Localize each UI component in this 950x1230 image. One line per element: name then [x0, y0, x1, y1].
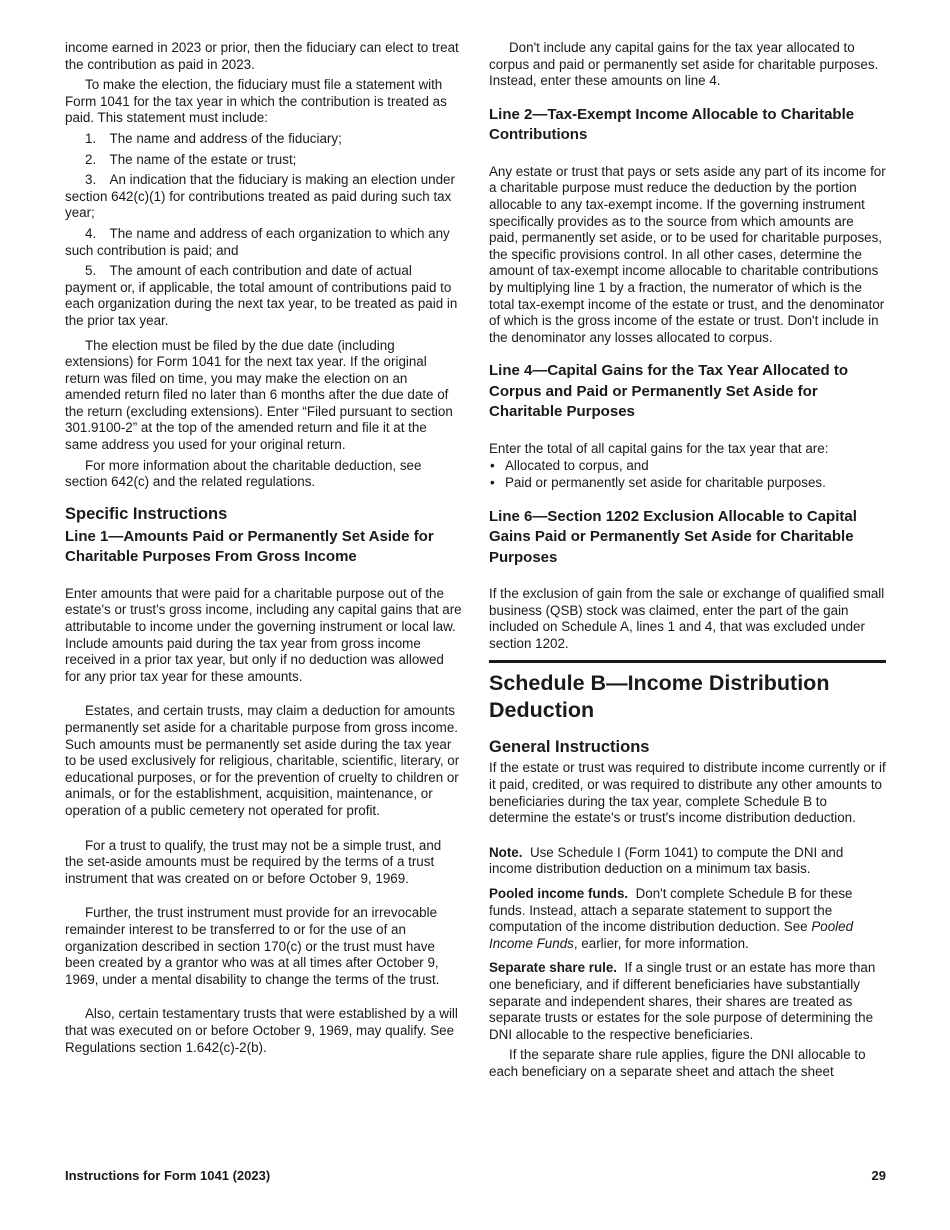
paragraph: Estates, and certain trusts, may claim a deduction for amounts permanently set aside for a charitable purpose from gross income. Such amounts must be permanently set aside during the tax year to be used exclusively for religious, charitable, scientific, literary, or educational purposes, or for the prevention of cruelty to children or animals, or for the establishment, acquisition, maintenance, or operation of a public cemetery not operated for profit.: [65, 703, 460, 818]
paragraph: The election must be filed by the due date (including extensions) for Form 1041 for the next tax year. If the original return was filed on time, you may make the election on an amended return filed no later than 6 months after the due date of the return (excluding extensions). Enter “Filed pursuant to section 301.9100-2” at the top of the amended return and file it at the same address you used for your original return.: [65, 337, 453, 453]
right-column: [489, 40, 886, 1081]
separate-share-paragraph: [489, 960, 886, 1043]
paragraph: If the exclusion of gain from the sale or exchange of qualified small business (QSB) stock was claimed, enter the part of the gain included on Schedule A, lines 1 and 4, that was excluded under section 1202.: [489, 586, 885, 651]
paragraph: Any estate or trust that pays or sets aside any part of its income for a charitable purpose must reduce the deduction by the portion allocable to any tax-exempt income. If the governing instrument specifically provides as to the source from which amounts are paid, permanently set aside, or to be used for charitable purposes, the specific provisions control. In all other cases, determine the amount of tax-exempt income allocable to charitable contributions by multiplying line 1 by a fraction, the numerator of which is the total tax-exempt income of the estate or trust, and the denominator of which is the gross income of the estate or trust. Don't include in the denominator any losses allocated to corpus.: [489, 163, 886, 345]
list-item: [489, 475, 886, 492]
bullet-icon: •: [490, 458, 495, 474]
separate-share-label: Separate share rule.: [489, 960, 618, 976]
paragraph: income earned in 2023 or prior, then the fiduciary can elect to treat the contribution as paid in 2023.: [65, 40, 459, 72]
left-column: [65, 40, 462, 1056]
line-heading: Line 4—Capital Gains for the Tax Year Allocated to Corpus and Paid or Permanently Set Aside for Charitable Purposes: [489, 362, 848, 421]
pooled-text-end: , earlier, for more information.: [573, 935, 749, 951]
schedule-divider: [489, 660, 886, 724]
paragraph: To make the election, the fiduciary must file a statement with Form 1041 for the tax year in which the contribution is treated as paid. This statement must include:: [65, 77, 447, 126]
footer-title: Instructions for Form 1041 (2023): [65, 1168, 271, 1183]
line-heading: Line 6—Section 1202 Exclusion Allocable to Capital Gains Paid or Permanently Set Aside for Charitable Purposes: [489, 507, 857, 566]
paragraph: For more information about the charitable deduction, see section 642(c) and the related regulations.: [65, 457, 422, 490]
list-item-text: Paid or permanently set aside for charitable purposes.: [505, 475, 826, 490]
list-item: 2. The name of the estate or trust;: [85, 151, 297, 167]
list-item: 5. The amount of each contribution and date of actual payment or, if applicable, the total amount of contributions paid to each organization during the next tax year, to be treated as paid in the prior tax year.: [65, 263, 458, 328]
schedule-heading: Schedule B—Income Distribution Deduction: [489, 671, 830, 723]
list-item: 1. The name and address of the fiduciary;: [85, 130, 342, 146]
note-label: Note.: [489, 844, 523, 860]
list-item: 4. The name and address of each organization to which any such contribution is paid; and: [65, 225, 450, 258]
paragraph: Further, the trust instrument must provide for an irrevocable remainder interest to be transferred to or for the use of an organization described in section 170(c) or the trust must have been created by a grantor who was at all times after October 9, 1969, under a mental disability to change the terms of the trust.: [65, 905, 440, 987]
separate-share-text: If a single trust or an estate has more than one beneficiary, and if different beneficiaries have substantially separate and independent shares, their shares are treated as separate trusts or estates for the sole purpose of determining the DNI allocable to the respective beneficiaries.: [489, 960, 876, 1042]
paragraph: Also, certain testamentary trusts that were established by a will that was executed on or before October 9, 1969, may qualify. See Regulations section 1.642(c)-2(b).: [65, 1006, 458, 1055]
pooled-text: Don't complete Schedule B for these funds. Instead, attach a separate statement to support the computation of the income distribution deduction. See: [489, 886, 853, 935]
bullet-icon: •: [490, 475, 495, 490]
note-paragraph: [489, 845, 886, 878]
list-item: [489, 458, 886, 475]
line-heading: Line 1—Amounts Paid or Permanently Set Aside for Charitable Purposes From Gross Income: [65, 527, 434, 566]
note-text: Use Schedule I (Form 1041) to compute the DNI and income distribution deduction on a minimum tax basis.: [489, 844, 844, 877]
paragraph: Enter amounts that were paid for a charitable purpose out of the estate's or trust's gross income, including any capital gains that are attributable to income under the governing instrument or local law. Include amounts paid during the tax year from gross income received in a prior tax year, but only if no deduction was allowed for any prior tax year for these amounts.: [65, 585, 462, 684]
section-heading: Specific Instructions: [65, 504, 228, 523]
pooled-paragraph: [489, 886, 886, 952]
paragraph: If the separate share rule applies, figure the DNI allocable to each beneficiary on a separate sheet and attach the sheet: [489, 1047, 866, 1079]
paragraph: If the estate or trust was required to distribute income currently or if it paid, credited, or was required to distribute any other amounts to beneficiaries during the tax year, complete Schedule B to determine the estate's or trust's income distribution deduction.: [489, 760, 886, 826]
pooled-reference: Pooled Income Funds: [489, 919, 854, 951]
paragraph: Enter the total of all capital gains for the tax year that are:: [489, 440, 829, 456]
paragraph: Don't include any capital gains for the tax year allocated to corpus and paid or permanently set aside for charitable purposes. Instead, enter these amounts on line 4.: [489, 40, 879, 89]
bullet-list: [489, 458, 886, 491]
paragraph: For a trust to qualify, the trust may not be a simple trust, and the set-aside amounts must be required by the terms of a trust instrument that was created on or before October 9, 1969.: [65, 837, 442, 886]
pooled-label: Pooled income funds.: [489, 886, 629, 902]
line-heading: Line 2—Tax-Exempt Income Allocable to Charitable Contributions: [489, 105, 855, 144]
page-number: 29: [871, 1168, 886, 1183]
list-item: 3. An indication that the fiduciary is making an election under section 642(c)(1) for contributions treated as paid during such tax year;: [65, 172, 455, 221]
section-heading: General Instructions: [489, 738, 650, 757]
list-item-text: Allocated to corpus, and: [505, 458, 649, 474]
